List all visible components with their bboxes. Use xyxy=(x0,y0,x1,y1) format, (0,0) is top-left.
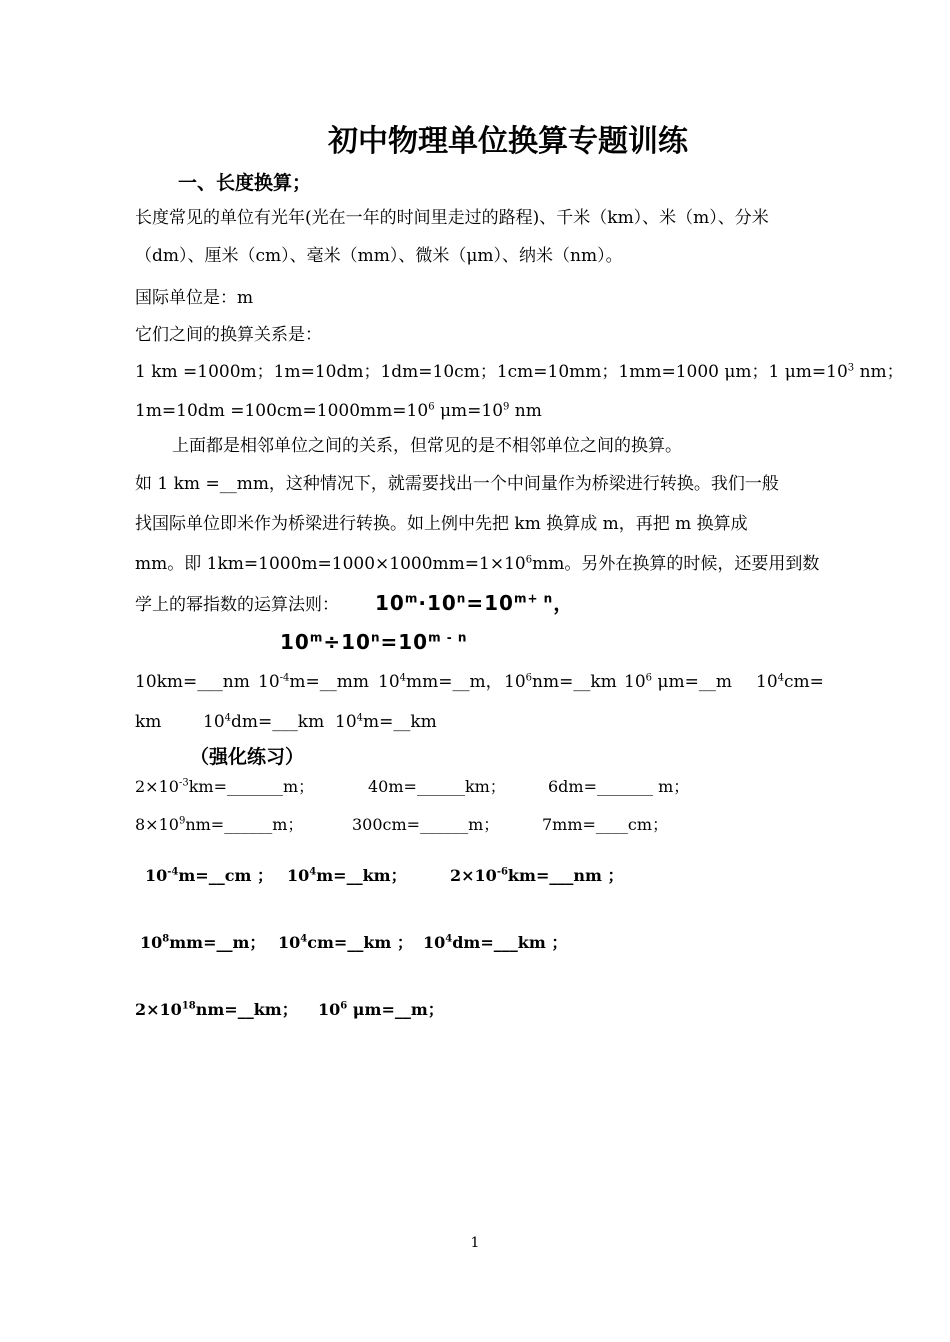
paragraph-line-4 xyxy=(135,554,819,574)
question-10e6nm: $10^6nm=\_\_km$ xyxy=(504,672,617,692)
exponent: 9 xyxy=(503,401,510,413)
exercise-5b: $10^6$ μm=__m； xyxy=(318,1000,444,1019)
paragraph-line-3: 找国际单位即米作为桥梁进行转换。如上例中先把 km 换算成 m，再把 m 换算成 xyxy=(135,514,748,534)
exponent: 3 xyxy=(847,362,855,374)
exercise-4b: $10^4cm=\_\_km$ ； xyxy=(278,933,413,952)
intro-line-2: （dm）、厘米（cm）、毫米（mm）、微米（μm）、纳米（nm）。 xyxy=(135,246,623,266)
exponent: m xyxy=(309,630,324,645)
paragraph-line-2: 如 1 km =__mm，这种情况下，就需要找出一个中间量作为桥梁进行转换。我们一般 xyxy=(135,474,779,494)
relation-formula-2 xyxy=(135,401,542,421)
exercise-2b: 300cm=______m； xyxy=(352,815,500,834)
formula-text: =10 xyxy=(466,591,514,615)
section-heading-length: 一、长度换算； xyxy=(178,172,312,194)
exercise-3a: $10^{-4}m=\_\_cm$ ； xyxy=(145,866,273,885)
si-unit-line: 国际单位是：m xyxy=(135,288,254,308)
question-10e4m: $10^4m=\_\_km$ xyxy=(335,712,437,732)
section-heading-practice: （强化练习） xyxy=(190,746,305,768)
formula-text: ·10 xyxy=(418,591,457,615)
exercise-2a: $8\times 10^9nm=\_\_\_\_\_\_m$； xyxy=(135,815,304,834)
exponent: m xyxy=(404,591,419,606)
exponent: 6 xyxy=(525,554,533,566)
paragraph-text: mm。即 1km=1000m=1000×1000mm=1×10 xyxy=(135,554,526,574)
relation-text: 1m=10dm =100cm=1000mm=10 xyxy=(135,401,429,421)
question-10e4dm: $10^4dm=\_\_\_km$ xyxy=(203,712,325,732)
exponent: m - n xyxy=(428,630,468,645)
exponent: m+ n xyxy=(513,591,554,606)
exercise-3c: $2\times 10^{-6}km=\_\_\_nm$ ； xyxy=(450,866,624,885)
exercise-4a: $10^8mm=\_\_m$； xyxy=(140,933,266,952)
paragraph-text: mm。另外在换算的时候，还要用到数 xyxy=(532,554,820,574)
exercise-1c: 6dm=_______ m； xyxy=(548,777,690,796)
formula-text: =10 xyxy=(380,630,429,654)
paragraph-line-5: 学上的幂指数的运算法则： xyxy=(135,595,339,615)
question-10e6um: $10^6$ μm=__m xyxy=(624,672,732,692)
question-10km: 10km=___nm xyxy=(135,672,250,692)
relation-text: nm； xyxy=(854,362,904,382)
formula-text: ， xyxy=(553,591,575,615)
question-10e4mm: $10^4mm=\_\_m$， xyxy=(378,672,503,692)
exercise-3b: $10^4m=\_\_km$； xyxy=(287,866,407,885)
exponent: n xyxy=(370,630,381,645)
relation-formula-1 xyxy=(135,362,904,382)
power-rule-multiply xyxy=(375,591,574,615)
paragraph-line-1: 上面都是相邻单位之间的关系，但常见的是不相邻单位之间的换算。 xyxy=(172,436,682,456)
page-title: 初中物理单位换算专题训练 xyxy=(328,124,688,159)
exercise-1a: $2\times 10^{-3}km=\_\_\_\_\_\_\_m$； xyxy=(135,777,315,796)
exercise-4c: $10^4dm=\_\_\_km$ ； xyxy=(423,933,568,952)
exponent: n xyxy=(456,591,467,606)
formula-text: 10 xyxy=(375,591,405,615)
page-number: 1 xyxy=(470,1235,480,1251)
relation-text: nm xyxy=(509,401,542,421)
relation-text: 1 km =1000m；1m=10dm；1dm=10cm；1cm=10mm；1mm=1000 μm；1 μm=10 xyxy=(135,362,848,382)
formula-text: ÷10 xyxy=(323,630,371,654)
exponent: 6 xyxy=(428,401,435,413)
intro-line-1: 长度常见的单位有光年(光在一年的时间里走过的路程)、千米（km）、米（m）、分米 xyxy=(135,208,769,228)
power-rule-divide xyxy=(280,630,467,654)
formula-text: 10 xyxy=(280,630,310,654)
relation-line: 它们之间的换算关系是： xyxy=(135,325,322,345)
exercise-1b: 40m=______km； xyxy=(368,777,506,796)
question-10e4cm: $10^4cm=$ xyxy=(756,672,824,692)
exercise-5a: $2\times 10^{18}nm=\_\_km$； xyxy=(135,1000,298,1019)
relation-text: μm=10 xyxy=(434,401,504,421)
question-km-tail: km xyxy=(135,712,162,732)
exercise-2c: 7mm=____cm； xyxy=(542,815,669,834)
question-10e-4m: $10^{-4}m=\_\_mm$ xyxy=(258,672,369,692)
